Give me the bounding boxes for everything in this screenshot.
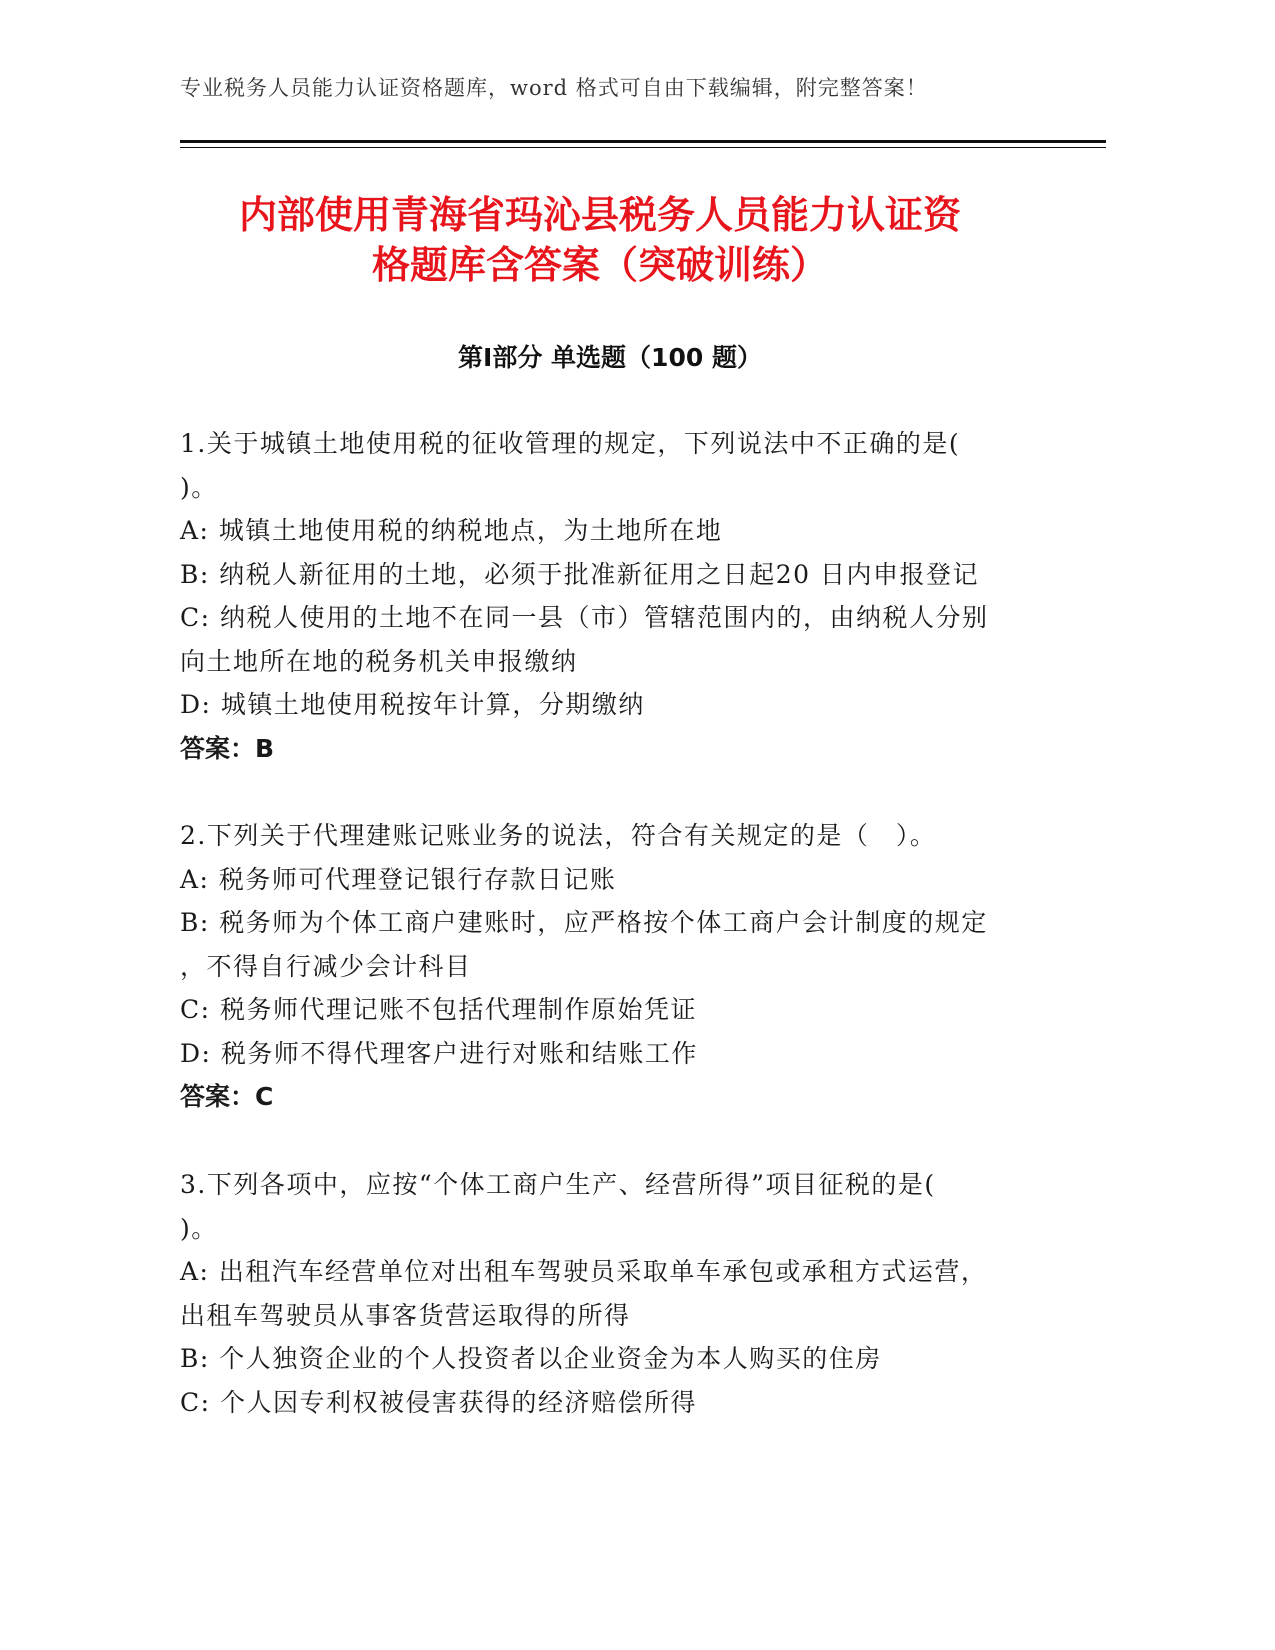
question-2 (180, 814, 1030, 1119)
option-b: B: 税务师为个体工商户建账时，应严格按个体工商户会计制度的规定 (180, 908, 988, 937)
question-stem: 2.下列关于代理建账记账业务的说法，符合有关规定的是（ ）。 (180, 821, 937, 850)
section-title: 第Ⅰ部分 单选题（100 题） (458, 343, 762, 372)
option-b: B: 纳税人新征用的土地，必须于批准新征用之日起20 日内申报登记 (180, 559, 980, 589)
option-d: D: 城镇土地使用税按年计算，分期缴纳 (180, 690, 645, 719)
question-1 (180, 422, 1030, 770)
answer: 答案：B (180, 733, 275, 763)
option-c-continued: 向土地所在地的税务机关申报缴纳 (180, 646, 578, 676)
option-a: A: 税务师可代理登记银行存款日记账 (180, 864, 617, 894)
question-stem: 3.下列各项中，应按“个体工商户生产、经营所得”项目征税的是( (180, 1170, 936, 1199)
option-c: C: 纳税人使用的土地不在同一县（市）管辖范围内的，由纳税人分别 (180, 603, 989, 632)
option-a: A: 城镇土地使用税的纳税地点，为土地所在地 (180, 516, 723, 545)
header-divider-thick (180, 140, 1106, 143)
option-a-continued: 出租车驾驶员从事客货营运取得的所得 (180, 1300, 631, 1330)
header-divider-thin (180, 147, 1106, 148)
document-title-line-1: 内部使用青海省玛沁县税务人员能力认证资 (238, 193, 961, 237)
document-title (150, 190, 1050, 290)
header-note: 专业税务人员能力认证资格题库，word 格式可自由下载编辑，附完整答案！ (180, 76, 928, 100)
option-c: C: 税务师代理记账不包括代理制作原始凭证 (180, 995, 697, 1024)
question-3 (180, 1163, 1030, 1424)
answer: 答案：C (180, 1082, 274, 1111)
option-b: B: 个人独资企业的个人投资者以企业资金为本人购买的住房 (180, 1344, 882, 1373)
question-stem: 1.关于城镇土地使用税的征收管理的规定，下列说法中不正确的是( (180, 429, 961, 458)
option-b-continued: ，不得自行减少会计科目 (180, 951, 472, 981)
option-a: A: 出租汽车经营单位对出租车驾驶员采取单车承包或承租方式运营， (180, 1257, 988, 1286)
document-title-line-2: 格题库含答案（突破训练） (371, 243, 828, 287)
question-stem-continued: )。 (180, 1213, 218, 1243)
option-c: C: 个人因专利权被侵害获得的经济赔偿所得 (180, 1387, 697, 1417)
question-stem-continued: )。 (180, 472, 218, 502)
option-d: D: 税务师不得代理客户进行对账和结账工作 (180, 1038, 698, 1068)
